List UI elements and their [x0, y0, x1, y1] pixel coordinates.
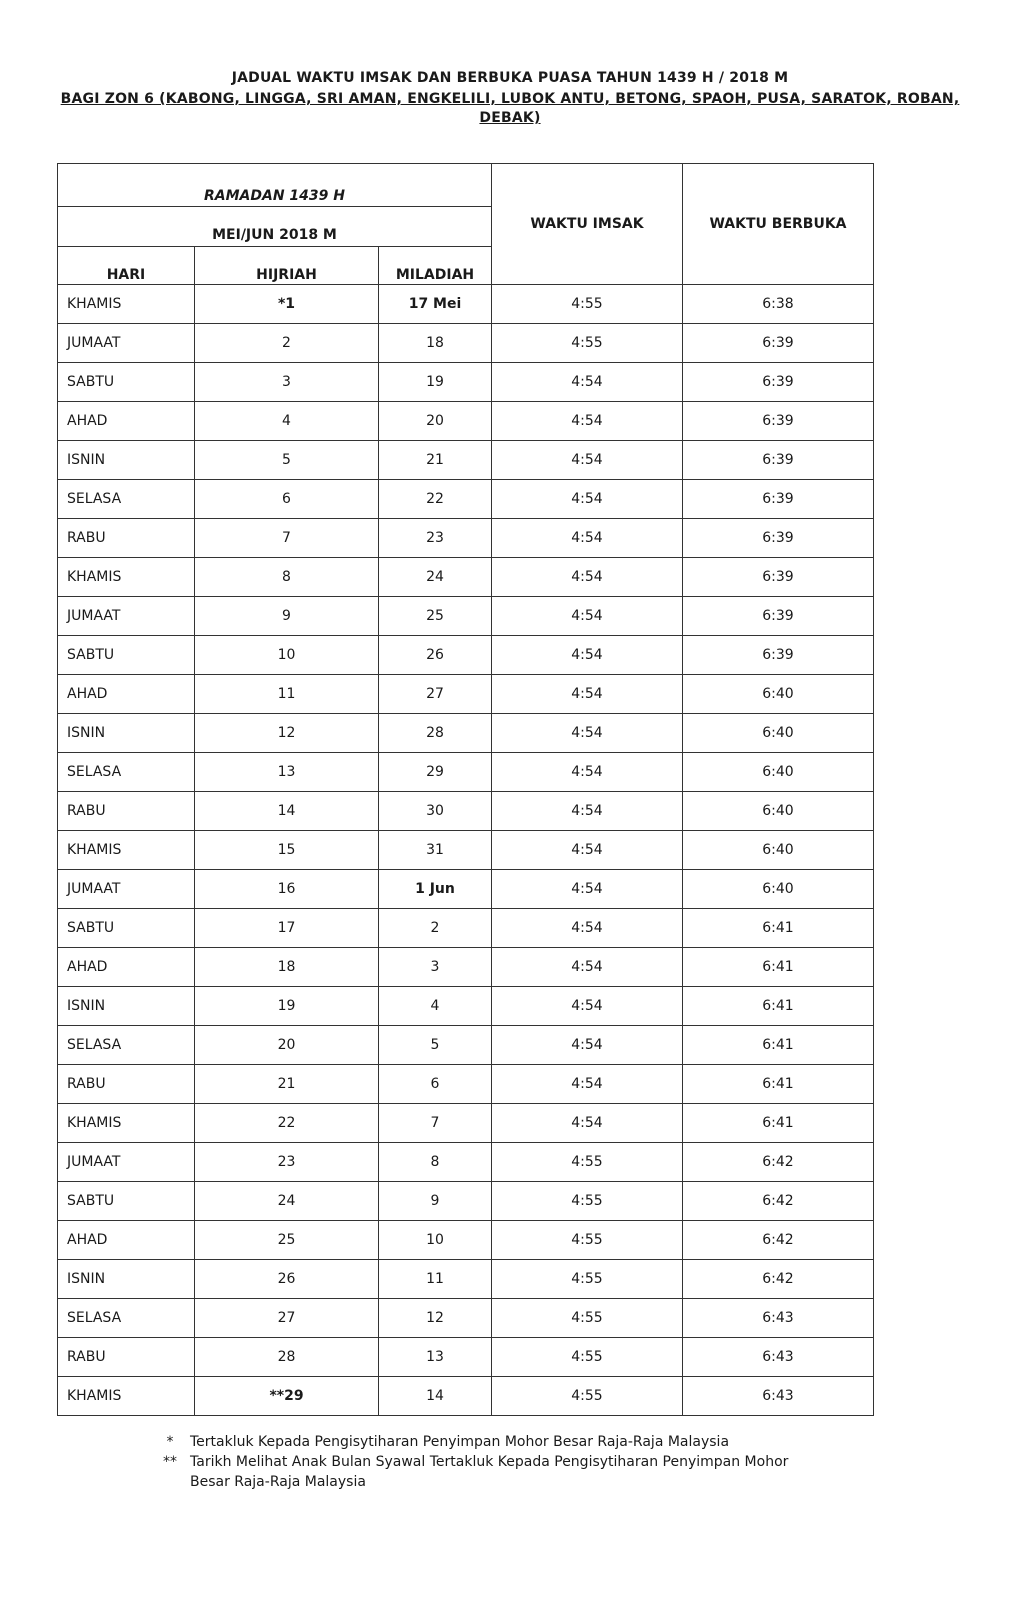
imsak-cell: 4:55 [492, 1182, 683, 1221]
table-row [58, 1182, 874, 1221]
day-cell: KHAMIS [58, 1377, 195, 1416]
hijriah-cell: 15 [195, 831, 379, 870]
berbuka-cell: 6:40 [683, 831, 874, 870]
miladiah-cell: 21 [379, 441, 492, 480]
berbuka-cell: 6:40 [683, 714, 874, 753]
berbuka-cell: 6:42 [683, 1182, 874, 1221]
footnote [150, 1432, 830, 1452]
table-row [58, 831, 874, 870]
hijriah-cell: 12 [195, 714, 379, 753]
table-row [58, 363, 874, 402]
berbuka-cell: 6:39 [683, 480, 874, 519]
footnote-text: Tarikh Melihat Anak Bulan Syawal Tertakluk Kepada Pengisytiharan Penyimpan Mohor Besar Raja-Raja Malaysia [190, 1454, 789, 1490]
imsak-cell: 4:54 [492, 636, 683, 675]
waktu-imsak-header: WAKTU IMSAK [492, 164, 683, 285]
imsak-cell: 4:55 [492, 1338, 683, 1377]
berbuka-cell: 6:39 [683, 441, 874, 480]
imsak-cell: 4:54 [492, 870, 683, 909]
imsak-cell: 4:54 [492, 909, 683, 948]
hijriah-cell: 28 [195, 1338, 379, 1377]
berbuka-cell: 6:41 [683, 948, 874, 987]
miladiah-cell: 17 Mei [379, 285, 492, 324]
miladiah-cell: 11 [379, 1260, 492, 1299]
table-row [58, 1143, 874, 1182]
table-row [58, 1026, 874, 1065]
table-row [58, 558, 874, 597]
hijriah-cell: 6 [195, 480, 379, 519]
day-cell: SABTU [58, 363, 195, 402]
footnote-symbol: * [166, 1434, 174, 1450]
miladiah-cell: 30 [379, 792, 492, 831]
miladiah-cell: 9 [379, 1182, 492, 1221]
imsak-cell: 4:54 [492, 792, 683, 831]
miladiah-cell: 7 [379, 1104, 492, 1143]
imsak-cell: 4:54 [492, 987, 683, 1026]
berbuka-cell: 6:43 [683, 1377, 874, 1416]
table-row [58, 285, 874, 324]
berbuka-cell: 6:43 [683, 1299, 874, 1338]
imsak-cell: 4:55 [492, 1260, 683, 1299]
imsak-cell: 4:54 [492, 363, 683, 402]
imsak-cell: 4:54 [492, 948, 683, 987]
hijriah-cell: 26 [195, 1260, 379, 1299]
miladiah-cell: 6 [379, 1065, 492, 1104]
imsak-cell: 4:54 [492, 1026, 683, 1065]
day-cell: ISNIN [58, 714, 195, 753]
day-cell: SABTU [58, 909, 195, 948]
day-cell: JUMAAT [58, 597, 195, 636]
day-cell: AHAD [58, 675, 195, 714]
day-cell: SELASA [58, 1026, 195, 1065]
berbuka-cell: 6:39 [683, 363, 874, 402]
table-row [58, 714, 874, 753]
miladiah-cell: 2 [379, 909, 492, 948]
hijriah-cell: 27 [195, 1299, 379, 1338]
table-row [58, 480, 874, 519]
table-row [58, 441, 874, 480]
table-row [58, 870, 874, 909]
berbuka-cell: 6:43 [683, 1338, 874, 1377]
table-row [58, 753, 874, 792]
table-row [58, 1338, 874, 1377]
footnote-symbol: ** [163, 1454, 177, 1470]
table-row [58, 1377, 874, 1416]
hijriah-cell: 2 [195, 324, 379, 363]
timetable [57, 163, 874, 1416]
hijriah-cell: 21 [195, 1065, 379, 1104]
miladiah-cell: 28 [379, 714, 492, 753]
berbuka-cell: 6:41 [683, 1104, 874, 1143]
miladiah-cell: 31 [379, 831, 492, 870]
imsak-cell: 4:55 [492, 324, 683, 363]
day-cell: RABU [58, 519, 195, 558]
hari-header: HARI [58, 247, 195, 285]
waktu-berbuka-header: WAKTU BERBUKA [683, 164, 874, 285]
table-row [58, 792, 874, 831]
miladiah-cell: 29 [379, 753, 492, 792]
hijriah-cell: 16 [195, 870, 379, 909]
day-cell: ISNIN [58, 1260, 195, 1299]
imsak-cell: 4:55 [492, 1377, 683, 1416]
timetable-rows [58, 285, 874, 1416]
miladiah-cell: 20 [379, 402, 492, 441]
hijriah-cell: 14 [195, 792, 379, 831]
imsak-cell: 4:54 [492, 519, 683, 558]
table-row [58, 636, 874, 675]
day-cell: JUMAAT [58, 1143, 195, 1182]
imsak-cell: 4:55 [492, 285, 683, 324]
berbuka-cell: 6:39 [683, 597, 874, 636]
imsak-cell: 4:54 [492, 675, 683, 714]
berbuka-cell: 6:40 [683, 675, 874, 714]
mei-jun-header: MEI/JUN 2018 M [58, 207, 492, 247]
hijriah-cell: 19 [195, 987, 379, 1026]
miladiah-cell: 18 [379, 324, 492, 363]
table-row [58, 1065, 874, 1104]
imsak-cell: 4:54 [492, 597, 683, 636]
berbuka-cell: 6:39 [683, 324, 874, 363]
table-row [58, 948, 874, 987]
berbuka-cell: 6:42 [683, 1143, 874, 1182]
day-cell: AHAD [58, 948, 195, 987]
day-cell: RABU [58, 1338, 195, 1377]
zone-title: BAGI ZON 6 (KABONG, LINGGA, SRI AMAN, ENGKELILI, LUBOK ANTU, BETONG, SPAOH, PUSA, SARATOK, ROBAN, [60, 91, 960, 107]
footnote-text: Tertakluk Kepada Pengisytiharan Penyimpan Mohor Besar Raja-Raja Malaysia [190, 1434, 730, 1450]
imsak-cell: 4:54 [492, 753, 683, 792]
day-cell: SELASA [58, 753, 195, 792]
document-title: JADUAL WAKTU IMSAK DAN BERBUKA PUASA TAHUN 1439 H / 2018 M [231, 70, 789, 86]
miladiah-cell: 27 [379, 675, 492, 714]
day-cell: SELASA [58, 480, 195, 519]
miladiah-cell: 1 Jun [379, 870, 492, 909]
berbuka-cell: 6:42 [683, 1221, 874, 1260]
hijriah-cell: 9 [195, 597, 379, 636]
hijriah-cell: 17 [195, 909, 379, 948]
hijriah-header: HIJRIAH [195, 247, 379, 285]
table-row [58, 987, 874, 1026]
day-cell: KHAMIS [58, 1104, 195, 1143]
miladiah-cell: 22 [379, 480, 492, 519]
miladiah-header: MILADIAH [379, 247, 492, 285]
table-row [58, 402, 874, 441]
day-cell: RABU [58, 1065, 195, 1104]
day-cell: JUMAAT [58, 870, 195, 909]
hijriah-cell: 20 [195, 1026, 379, 1065]
hijriah-cell: 13 [195, 753, 379, 792]
imsak-cell: 4:54 [492, 1065, 683, 1104]
table-row [58, 675, 874, 714]
imsak-cell: 4:54 [492, 558, 683, 597]
day-cell: AHAD [58, 402, 195, 441]
table-row [58, 324, 874, 363]
hijriah-cell: *1 [195, 285, 379, 324]
miladiah-cell: 12 [379, 1299, 492, 1338]
hijriah-cell: 3 [195, 363, 379, 402]
hijriah-cell: 5 [195, 441, 379, 480]
berbuka-cell: 6:41 [683, 987, 874, 1026]
imsak-cell: 4:55 [492, 1221, 683, 1260]
day-cell: AHAD [58, 1221, 195, 1260]
berbuka-cell: 6:41 [683, 1026, 874, 1065]
day-cell: JUMAAT [58, 324, 195, 363]
imsak-cell: 4:54 [492, 441, 683, 480]
hijriah-cell: 25 [195, 1221, 379, 1260]
imsak-cell: 4:55 [492, 1143, 683, 1182]
miladiah-cell: 26 [379, 636, 492, 675]
hijriah-cell: 7 [195, 519, 379, 558]
hijriah-cell: 24 [195, 1182, 379, 1221]
imsak-cell: 4:54 [492, 1104, 683, 1143]
miladiah-cell: 10 [379, 1221, 492, 1260]
miladiah-cell: 25 [379, 597, 492, 636]
berbuka-cell: 6:41 [683, 1065, 874, 1104]
miladiah-cell: 14 [379, 1377, 492, 1416]
day-cell: ISNIN [58, 441, 195, 480]
hijriah-cell: 10 [195, 636, 379, 675]
table-row [58, 1299, 874, 1338]
miladiah-cell: 4 [379, 987, 492, 1026]
day-cell: SABTU [58, 1182, 195, 1221]
berbuka-cell: 6:42 [683, 1260, 874, 1299]
hijriah-cell: 22 [195, 1104, 379, 1143]
miladiah-cell: 8 [379, 1143, 492, 1182]
berbuka-cell: 6:39 [683, 558, 874, 597]
berbuka-cell: 6:40 [683, 870, 874, 909]
table-row [58, 1260, 874, 1299]
table-row [58, 597, 874, 636]
table-row [58, 519, 874, 558]
miladiah-cell: 13 [379, 1338, 492, 1377]
day-cell: SABTU [58, 636, 195, 675]
miladiah-cell: 5 [379, 1026, 492, 1065]
day-cell: RABU [58, 792, 195, 831]
miladiah-cell: 24 [379, 558, 492, 597]
hijriah-cell: 23 [195, 1143, 379, 1182]
miladiah-cell: 19 [379, 363, 492, 402]
miladiah-cell: 3 [379, 948, 492, 987]
hijriah-cell: 11 [195, 675, 379, 714]
hijriah-cell: **29 [195, 1377, 379, 1416]
table-row [58, 1221, 874, 1260]
berbuka-cell: 6:39 [683, 402, 874, 441]
berbuka-cell: 6:41 [683, 909, 874, 948]
footnotes [150, 1432, 830, 1492]
imsak-cell: 4:55 [492, 1299, 683, 1338]
imsak-cell: 4:54 [492, 480, 683, 519]
day-cell: KHAMIS [58, 285, 195, 324]
table-row [58, 1104, 874, 1143]
hijriah-cell: 4 [195, 402, 379, 441]
berbuka-cell: 6:38 [683, 285, 874, 324]
day-cell: ISNIN [58, 987, 195, 1026]
hijriah-cell: 18 [195, 948, 379, 987]
miladiah-cell: 23 [379, 519, 492, 558]
day-cell: SELASA [58, 1299, 195, 1338]
berbuka-cell: 6:39 [683, 636, 874, 675]
berbuka-cell: 6:40 [683, 792, 874, 831]
imsak-cell: 4:54 [492, 831, 683, 870]
imsak-cell: 4:54 [492, 402, 683, 441]
ramadan-header: RAMADAN 1439 H [58, 164, 492, 207]
table-row [58, 909, 874, 948]
day-cell: KHAMIS [58, 558, 195, 597]
zone-title-continued: DEBAK) [479, 110, 541, 126]
berbuka-cell: 6:39 [683, 519, 874, 558]
hijriah-cell: 8 [195, 558, 379, 597]
berbuka-cell: 6:40 [683, 753, 874, 792]
day-cell: KHAMIS [58, 831, 195, 870]
imsak-cell: 4:54 [492, 714, 683, 753]
footnote [150, 1452, 830, 1492]
